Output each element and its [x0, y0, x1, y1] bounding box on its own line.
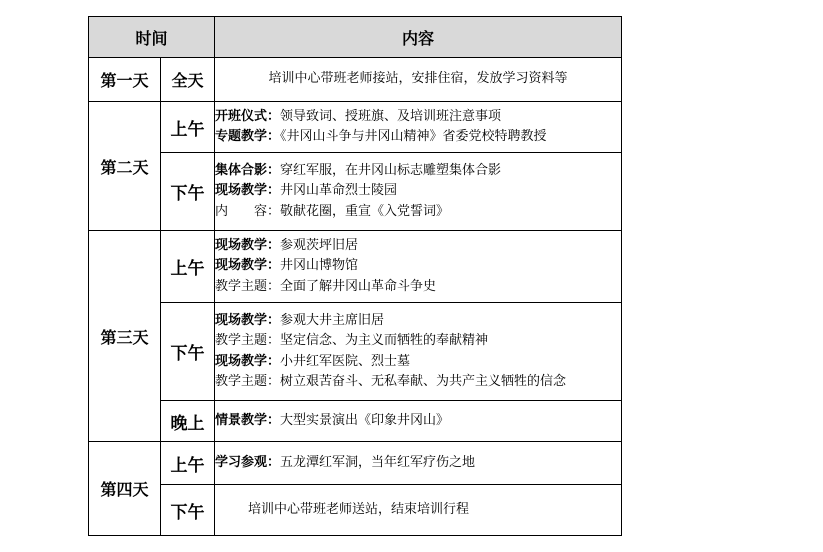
- line-label: 现场教学：: [215, 353, 281, 369]
- line-label: 教学主题：: [215, 333, 281, 348]
- content-line: [215, 202, 621, 223]
- day3-pm-row: [89, 303, 622, 401]
- day3-eve-row: [89, 401, 622, 442]
- day2-pm-content: [215, 153, 622, 231]
- content-line: [215, 256, 621, 277]
- line-label: 现场教学：: [215, 312, 281, 328]
- line-text: 大型实景演出《印象井冈山》: [280, 412, 450, 428]
- day2-am-content: [215, 102, 622, 153]
- header-content: 内容: [215, 17, 622, 58]
- line-label: 集体合影：: [215, 162, 281, 178]
- line-text: 坚定信念、为主义而牺牲的奉献精神: [280, 333, 489, 348]
- day1-row: [89, 58, 622, 102]
- day1-slot: 全天: [161, 58, 215, 102]
- line-text: 井冈山博物馆: [280, 258, 359, 274]
- day4-label: 第四天: [89, 442, 161, 536]
- line-label: 情景教学：: [215, 412, 281, 428]
- content-line: [215, 277, 621, 298]
- content-line: [215, 236, 621, 257]
- day3-am-slot: 上午: [161, 231, 215, 303]
- day1-content: 培训中心带班老师接站，安排住宿，发放学习资料等: [215, 58, 622, 102]
- content-line: [215, 107, 621, 128]
- line-text: 穿红军服，在井冈山标志雕塑集体合影: [280, 162, 502, 178]
- content-line: [215, 127, 621, 148]
- line-text: 《井冈山斗争与井冈山精神》省委党校特聘教授: [280, 129, 547, 144]
- day2-am-slot: 上午: [161, 102, 215, 153]
- day3-pm-content: [215, 303, 622, 401]
- header-row: [89, 17, 622, 58]
- line-text: 领导致词、授班旗、及培训班注意事项: [280, 108, 502, 124]
- line-text: 敬献花圈，重宣《入党誓词》: [280, 203, 450, 219]
- line-label: 学习参观：: [215, 454, 281, 470]
- day3-am-content: [215, 231, 622, 303]
- content-line: [215, 372, 621, 393]
- line-label: 现场教学：: [215, 258, 281, 274]
- line-label: 专题教学：: [215, 129, 281, 144]
- content-line: [215, 181, 621, 202]
- day2-pm-row: [89, 153, 622, 231]
- day3-pm-slot: 下午: [161, 303, 215, 401]
- day3-label: 第三天: [89, 231, 161, 442]
- content-line: [215, 453, 621, 474]
- line-text: 全面了解井冈山革命斗争史: [280, 278, 437, 294]
- line-text: 井冈山革命烈士陵园: [280, 183, 398, 199]
- line-label: 开班仪式：: [215, 108, 281, 124]
- line-text: 参观大井主席旧居: [280, 312, 385, 328]
- content-line: [215, 352, 621, 373]
- day2-label: 第二天: [89, 102, 161, 231]
- day2-pm-slot: 下午: [161, 153, 215, 231]
- day4-pm-row: [89, 485, 622, 536]
- day2-am-row: [89, 102, 622, 153]
- line-text: 五龙潭红军洞，当年红军疗伤之地: [280, 454, 476, 470]
- day3-am-row: [89, 231, 622, 303]
- line-label: 现场教学：: [215, 237, 281, 253]
- day1-label: 第一天: [89, 58, 161, 102]
- line-label: 内 容：: [215, 203, 281, 219]
- content-line: [215, 311, 621, 332]
- header-time: 时间: [89, 17, 215, 58]
- day4-am-row: [89, 442, 622, 485]
- line-label: 现场教学：: [215, 183, 281, 199]
- day4-am-content: [215, 442, 622, 485]
- content-line: [215, 161, 621, 182]
- schedule-table: [88, 16, 622, 536]
- day3-eve-slot: 晚上: [161, 401, 215, 442]
- day3-eve-content: [215, 401, 622, 442]
- content-line: [215, 411, 621, 432]
- line-label: 教学主题：: [215, 278, 281, 294]
- day4-pm-slot: 下午: [161, 485, 215, 536]
- content-line: [215, 331, 621, 352]
- line-text: 小井红军医院、烈士墓: [280, 353, 411, 369]
- day4-am-slot: 上午: [161, 442, 215, 485]
- line-label: 教学主题：: [215, 374, 281, 389]
- day4-pm-content: 培训中心带班老师送站，结束培训行程: [215, 485, 622, 536]
- line-text: 参观茨坪旧居: [280, 237, 359, 253]
- line-text: 树立艰苦奋斗、无私奉献、为共产主义牺牲的信念: [280, 374, 567, 389]
